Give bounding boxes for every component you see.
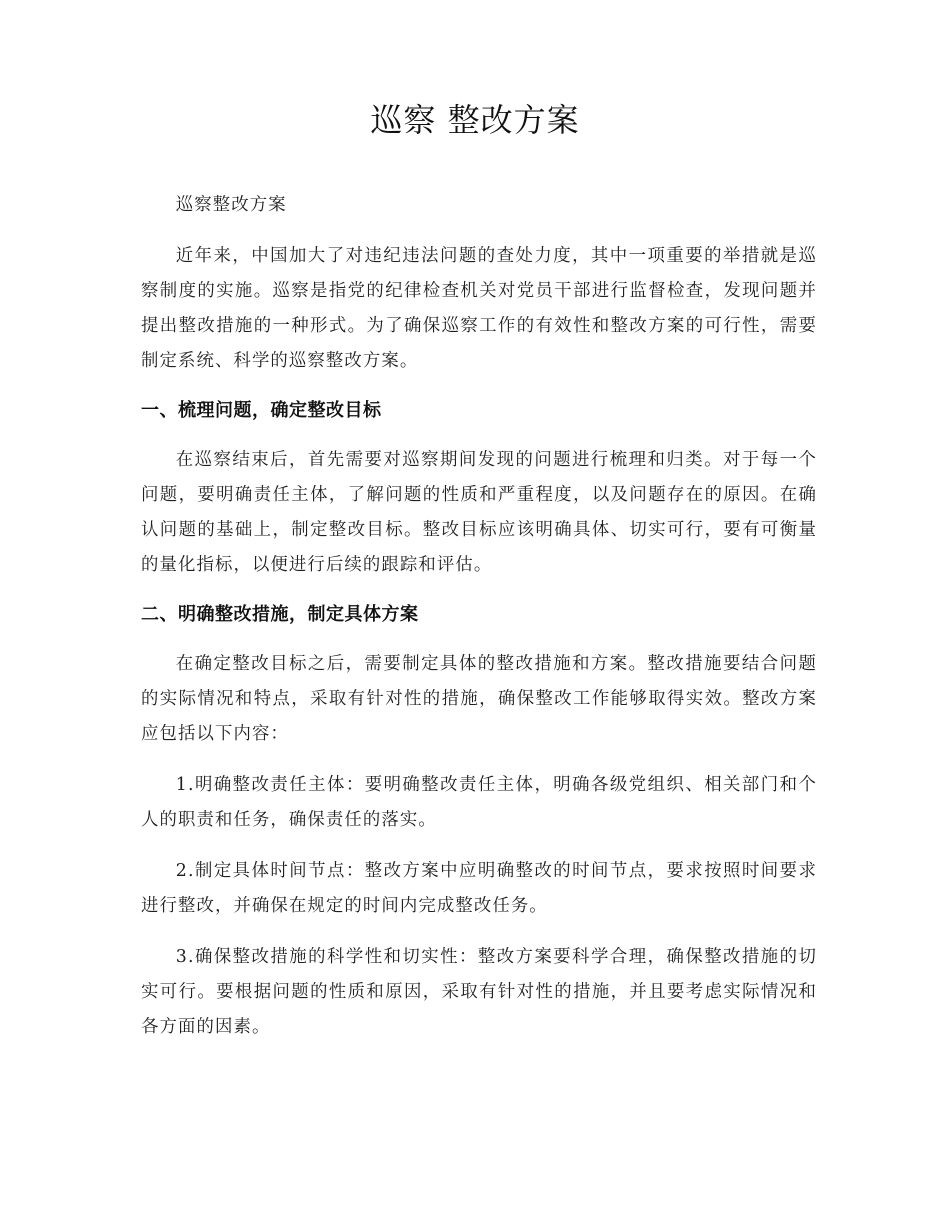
list-item-2: 2.制定具体时间节点：整改方案中应明确整改的时间节点，要求按照时间要求进行整改，并确保在规定的时间内完成整改任务。 — [141, 861, 817, 916]
document-title: 巡察 整改方案 — [370, 101, 580, 139]
list-item-1: 1.明确整改责任主体：要明确整改责任主体，明确各级党组织、相关部门和个人的职责和任务，确保责任的落实。 — [141, 775, 817, 830]
section-2-paragraph: 在确定整改目标之后，需要制定具体的整改措施和方案。整改措施要结合问题的实际情况和特点，采取有针对性的措施，确保整改工作能够取得实效。整改方案应包括以下内容： — [141, 654, 817, 744]
document-body — [141, 188, 817, 1061]
subtitle-line: 巡察整改方案 — [175, 195, 287, 215]
section-1-heading: 一、梳理问题，确定整改目标 — [141, 400, 382, 421]
section-2-heading: 二、明确整改措施，制定具体方案 — [141, 604, 419, 625]
list-item-3: 3.确保整改措施的科学性和切实性：整改方案要科学合理，确保整改措施的切实可行。要根据问题的性质和原因，采取有针对性的措施，并且要考虑实际情况和各方面的因素。 — [141, 947, 817, 1037]
section-1-paragraph: 在巡察结束后，首先需要对巡察期间发现的问题进行梳理和归类。对于每一个问题，要明确责任主体，了解问题的性质和严重程度，以及问题存在的原因。在确认问题的基础上，制定整改目标。整改目标应该明确具体、切实可行，要有可衡量的量化指标，以便进行后续的跟踪和评估。 — [141, 450, 817, 575]
intro-paragraph: 近年来，中国加大了对违纪违法问题的查处力度，其中一项重要的举措就是巡察制度的实施。巡察是指党的纪律检查机关对党员干部进行监督检查，发现问题并提出整改措施的一种形式。为了确保巡察工作的有效性和整改方案的可行性，需要制定系统、科学的巡察整改方案。 — [141, 246, 817, 371]
